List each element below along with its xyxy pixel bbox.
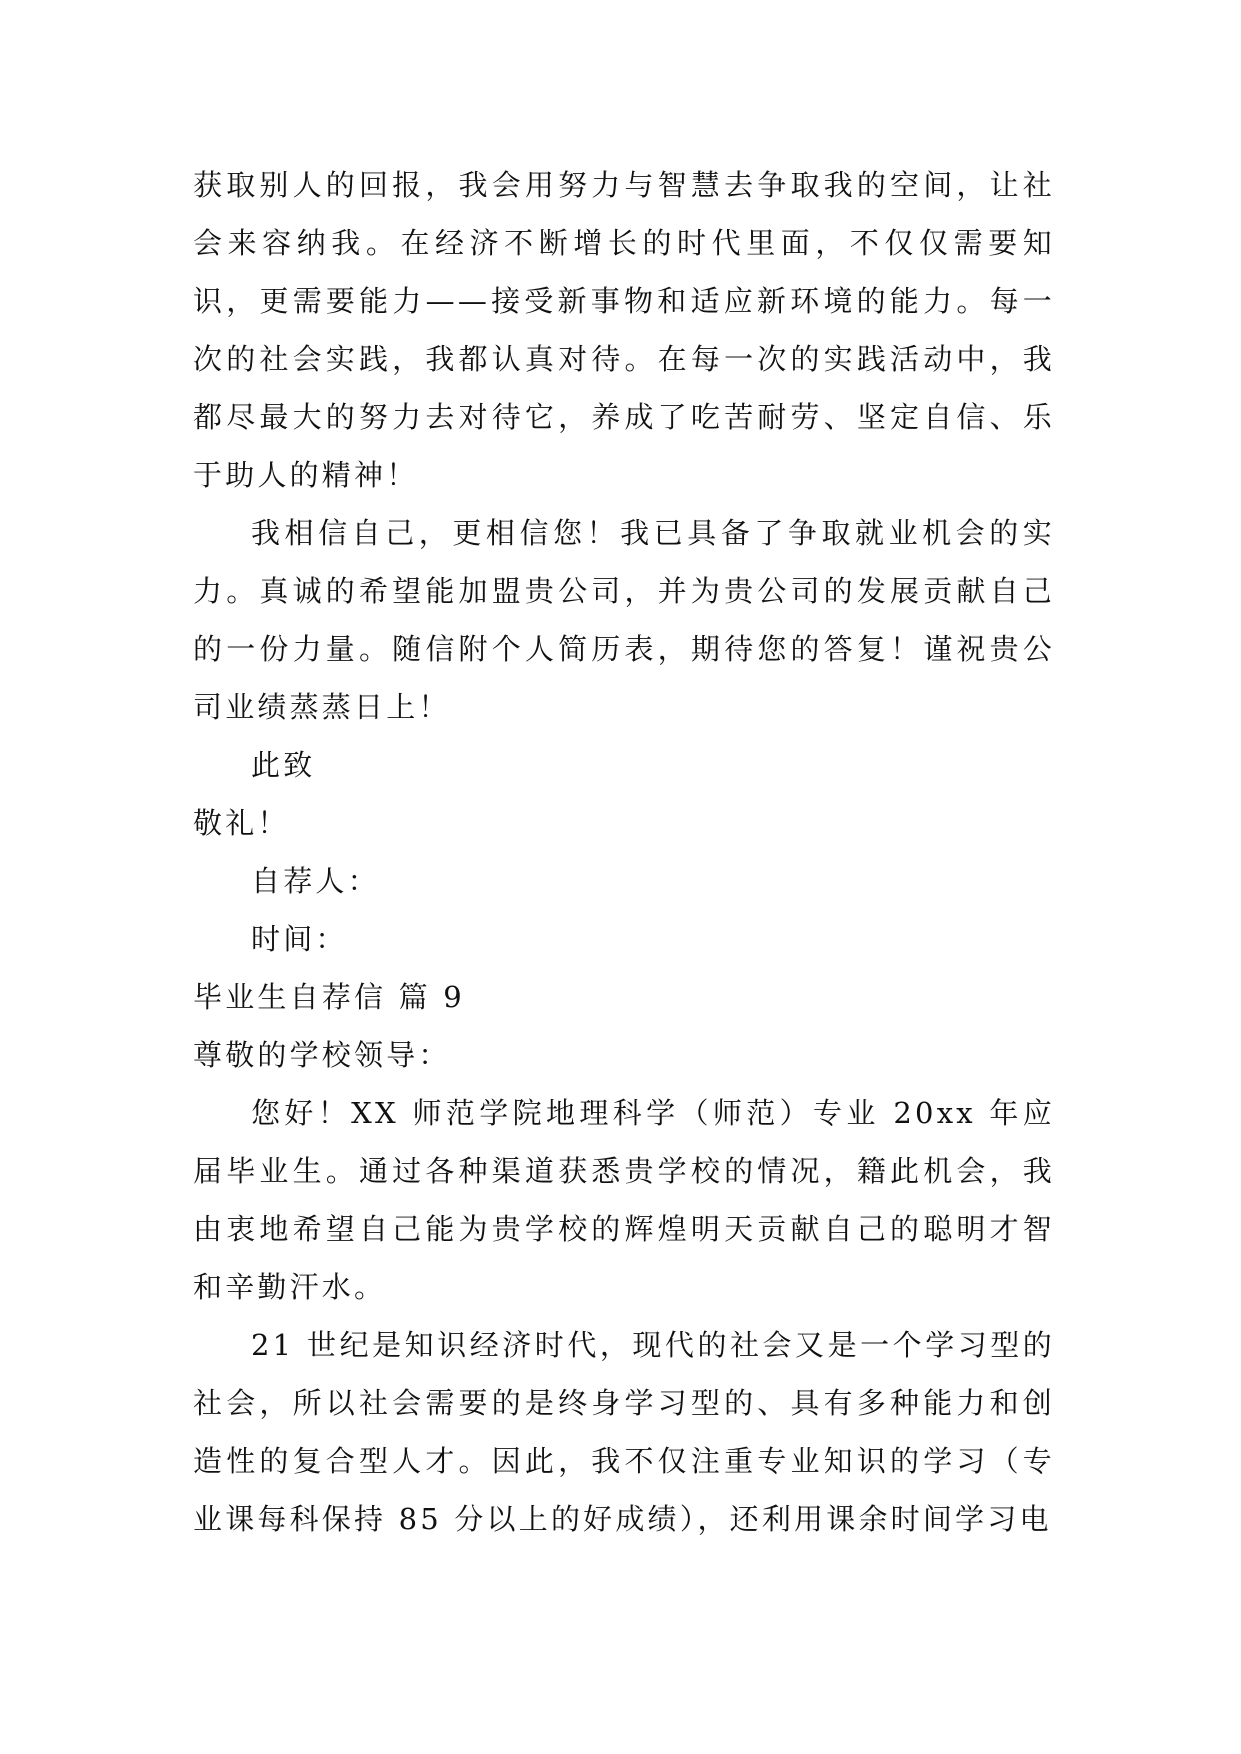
date-label: 时间： bbox=[251, 922, 348, 956]
letter-greeting: 尊敬的学校领导： bbox=[193, 1038, 451, 1072]
closing-regards: 敬礼！ bbox=[193, 806, 290, 840]
section-heading: 毕业生自荐信 篇 9 bbox=[193, 980, 465, 1014]
paragraph-confidence: 我相信自己，更相信您！我已具备了争取就业机会的实力。真诚的希望能加盟贵公司，并为贵公司的发展贡献自己的一份力量。随信附个人简历表，期待您的答复！谨祝贵公司业绩蒸蒸日上！ bbox=[193, 516, 1055, 724]
closing-salutation: 此致 bbox=[251, 748, 316, 782]
paragraph-continuation: 获取别人的回报，我会用努力与智慧去争取我的空间，让社会来容纳我。在经济不断增长的时代里面，不仅仅需要知识，更需要能力——接受新事物和适应新环境的能力。每一次的社会实践，我都认真对待。在每一次的实践活动中，我都尽最大的努力去对待它，养成了吃苦耐劳、坚定自信、乐于助人的精神！ bbox=[193, 168, 1055, 492]
paragraph-introduction: 您好！XX 师范学院地理科学（师范）专业 20xx 年应届毕业生。通过各种渠道获悉贵学校的情况，籍此机会，我由衷地希望自己能为贵学校的辉煌明天贡献自己的聪明才智和辛勤汗水。 bbox=[193, 1096, 1055, 1304]
document-body bbox=[193, 156, 1055, 1548]
signature-label: 自荐人： bbox=[251, 864, 380, 898]
paragraph-knowledge-economy: 21 世纪是知识经济时代，现代的社会又是一个学习型的社会，所以社会需要的是终身学习型的、具有多种能力和创造性的复合型人才。因此，我不仅注重专业知识的学习（专业课每科保持 85 分以上的好成绩），还利用课余时间学习电 bbox=[193, 1328, 1055, 1536]
